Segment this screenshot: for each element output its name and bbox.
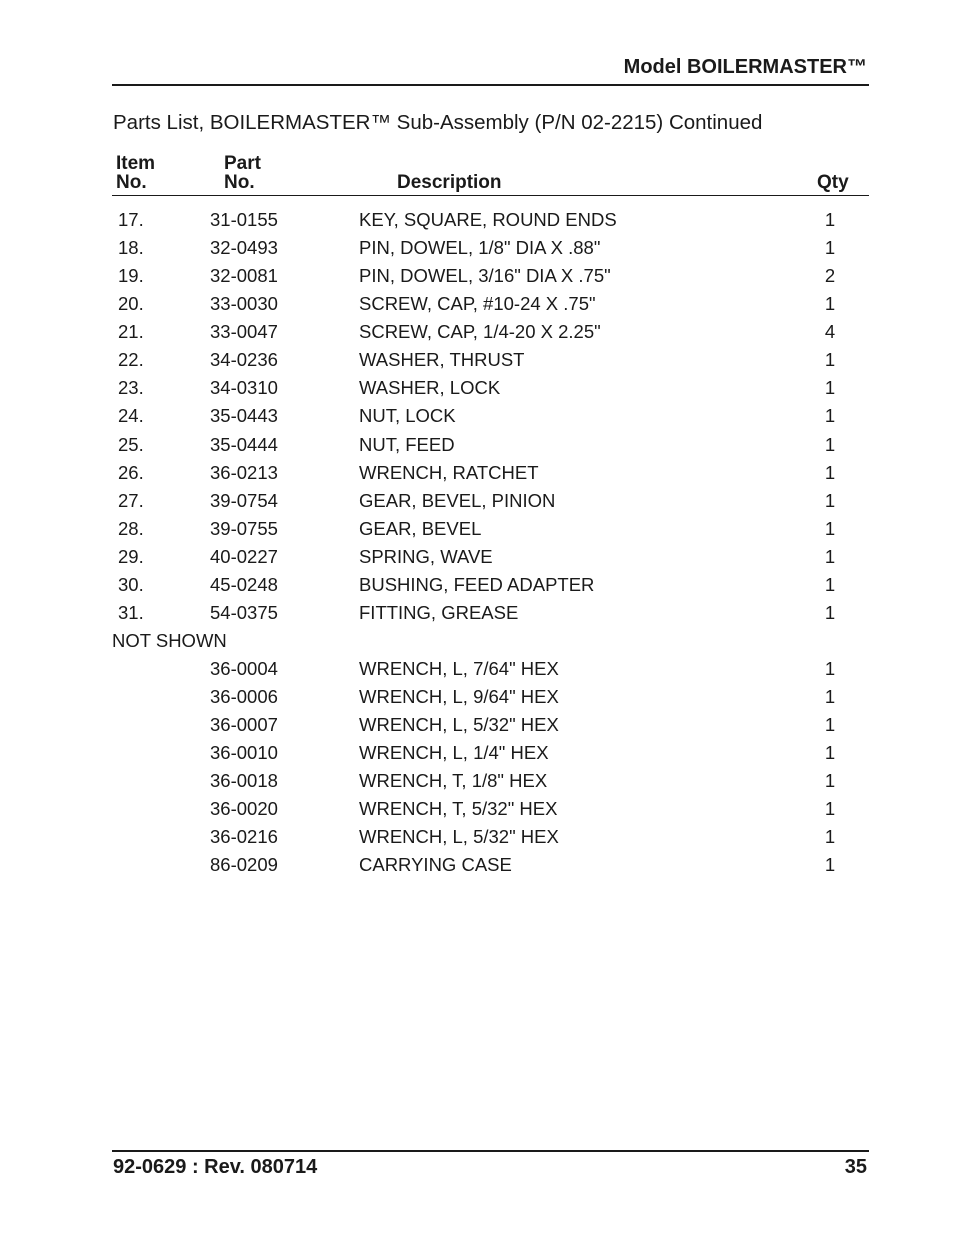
part-qty: 1 — [824, 349, 836, 371]
part-number: 32-0081 — [210, 265, 278, 287]
part-number: 36-0006 — [210, 686, 278, 708]
part-qty: 1 — [824, 237, 836, 259]
part-qty: 1 — [824, 742, 836, 764]
part-qty: 1 — [824, 517, 836, 539]
table-row — [0, 459, 954, 487]
item-number: 21. — [118, 321, 144, 343]
table-row — [0, 290, 954, 318]
part-number: 86-0209 — [210, 854, 278, 876]
part-description: GEAR, BEVEL — [359, 517, 482, 539]
document-number: 92-0629 : Rev. 080714 — [113, 1156, 318, 1178]
item-number: 17. — [118, 209, 144, 230]
part-number: 33-0030 — [210, 293, 278, 315]
item-number: 25. — [118, 433, 144, 455]
part-description: WRENCH, L, 5/32" HEX — [359, 714, 559, 736]
table-row — [0, 683, 954, 711]
part-description: KEY, SQUARE, ROUND ENDS — [359, 209, 617, 230]
part-description: WRENCH, T, 5/32" HEX — [359, 798, 558, 820]
part-number: 32-0493 — [210, 237, 278, 259]
table-row — [0, 431, 954, 459]
item-number: 20. — [118, 293, 144, 315]
part-description: FITTING, GREASE — [359, 601, 519, 623]
item-number: 19. — [118, 265, 144, 287]
column-header-qty: Qty — [817, 172, 849, 193]
part-qty: 1 — [824, 461, 836, 483]
part-number: 39-0754 — [210, 489, 278, 511]
part-description: WRENCH, T, 1/8" HEX — [359, 770, 548, 792]
part-description: GEAR, BEVEL, PINION — [359, 489, 556, 511]
part-qty: 2 — [824, 265, 836, 287]
part-number: 36-0213 — [210, 461, 278, 483]
table-row — [0, 318, 954, 346]
table-row — [0, 711, 954, 739]
part-qty: 1 — [824, 798, 836, 820]
part-qty: 1 — [824, 377, 836, 399]
part-qty: 1 — [824, 601, 836, 623]
column-header-part-no — [224, 154, 261, 192]
table-row — [0, 346, 954, 374]
table-row — [0, 206, 954, 234]
part-qty: 1 — [824, 489, 836, 511]
part-qty: 1 — [824, 658, 836, 679]
item-number: 30. — [118, 573, 144, 595]
part-description: SCREW, CAP, #10-24 X .75" — [359, 293, 596, 315]
parts-list-title: Parts List, BOILERMASTER™ Sub-Assembly (P/N 02-2215) Continued — [113, 111, 763, 134]
column-header-part-line2: No. — [224, 172, 255, 193]
item-number: 22. — [118, 349, 144, 371]
part-number: 39-0755 — [210, 517, 278, 539]
part-number: 40-0227 — [210, 545, 278, 567]
column-header-item-line1: Item — [116, 153, 156, 174]
part-description: BUSHING, FEED ADAPTER — [359, 573, 595, 595]
table-row — [0, 599, 954, 627]
column-header-part-line1: Part — [224, 153, 261, 174]
part-qty: 1 — [824, 826, 836, 848]
part-description: WRENCH, L, 7/64" HEX — [359, 658, 559, 679]
part-number: 36-0216 — [210, 826, 278, 848]
part-description: SPRING, WAVE — [359, 545, 493, 567]
not-shown-section-row — [0, 627, 954, 655]
table-row — [0, 234, 954, 262]
table-row — [0, 262, 954, 290]
part-description: NUT, LOCK — [359, 405, 456, 427]
part-number: 36-0007 — [210, 714, 278, 736]
part-qty: 1 — [824, 714, 836, 736]
table-row — [0, 851, 954, 879]
part-qty: 1 — [824, 686, 836, 708]
part-qty: 4 — [824, 321, 836, 343]
model-header: Model BOILERMASTER™ — [623, 56, 867, 78]
part-description: WRENCH, L, 9/64" HEX — [359, 686, 559, 708]
item-number: 29. — [118, 545, 144, 567]
part-number: 36-0018 — [210, 770, 278, 792]
table-row — [0, 515, 954, 543]
table-row — [0, 739, 954, 767]
table-row — [0, 795, 954, 823]
part-qty: 1 — [824, 573, 836, 595]
part-number: 36-0010 — [210, 742, 278, 764]
part-description: WRENCH, L, 5/32" HEX — [359, 826, 559, 848]
part-number: 31-0155 — [210, 209, 278, 230]
part-description: PIN, DOWEL, 1/8" DIA X .88" — [359, 237, 601, 259]
table-row — [0, 823, 954, 851]
part-number: 54-0375 — [210, 601, 278, 623]
part-description: NUT, FEED — [359, 433, 455, 455]
part-number: 33-0047 — [210, 321, 278, 343]
table-row — [0, 571, 954, 599]
table-row — [0, 543, 954, 571]
item-number: 27. — [118, 489, 144, 511]
part-qty: 1 — [824, 293, 836, 315]
part-qty: 1 — [824, 209, 836, 230]
part-number: 34-0310 — [210, 377, 278, 399]
page-number: 35 — [844, 1156, 867, 1178]
table-row — [0, 487, 954, 515]
part-number: 34-0236 — [210, 349, 278, 371]
part-number: 35-0444 — [210, 433, 278, 455]
part-description: WRENCH, L, 1/4" HEX — [359, 742, 549, 764]
item-number: 18. — [118, 237, 144, 259]
column-header-item-line2: No. — [116, 172, 147, 193]
table-row — [0, 374, 954, 402]
item-number: 24. — [118, 405, 144, 427]
item-number: 28. — [118, 517, 144, 539]
part-qty: 1 — [824, 545, 836, 567]
table-row — [0, 655, 954, 683]
column-header-rule — [112, 195, 869, 196]
column-header-item-no — [116, 154, 155, 192]
part-number: 36-0020 — [210, 798, 278, 820]
item-number: 23. — [118, 377, 144, 399]
part-description: PIN, DOWEL, 3/16" DIA X .75" — [359, 265, 611, 287]
column-header-description: Description — [397, 172, 502, 193]
part-number: 36-0004 — [210, 658, 278, 679]
part-description: WRENCH, RATCHET — [359, 461, 539, 483]
item-number: 31. — [118, 601, 144, 623]
part-number: 45-0248 — [210, 573, 278, 595]
part-description: SCREW, CAP, 1/4-20 X 2.25" — [359, 321, 601, 343]
part-qty: 1 — [824, 405, 836, 427]
part-description: WASHER, LOCK — [359, 377, 501, 399]
header-rule — [112, 84, 869, 86]
table-row — [0, 767, 954, 795]
part-qty: 1 — [824, 854, 836, 876]
table-row — [0, 402, 954, 430]
part-description: WASHER, THRUST — [359, 349, 525, 371]
parts-table — [0, 206, 954, 880]
item-number: 26. — [118, 461, 144, 483]
part-qty: 1 — [824, 433, 836, 455]
part-number: 35-0443 — [210, 405, 278, 427]
footer-rule — [112, 1150, 869, 1152]
part-qty: 1 — [824, 770, 836, 792]
not-shown-label: NOT SHOWN — [112, 629, 227, 651]
part-description: CARRYING CASE — [359, 854, 512, 876]
